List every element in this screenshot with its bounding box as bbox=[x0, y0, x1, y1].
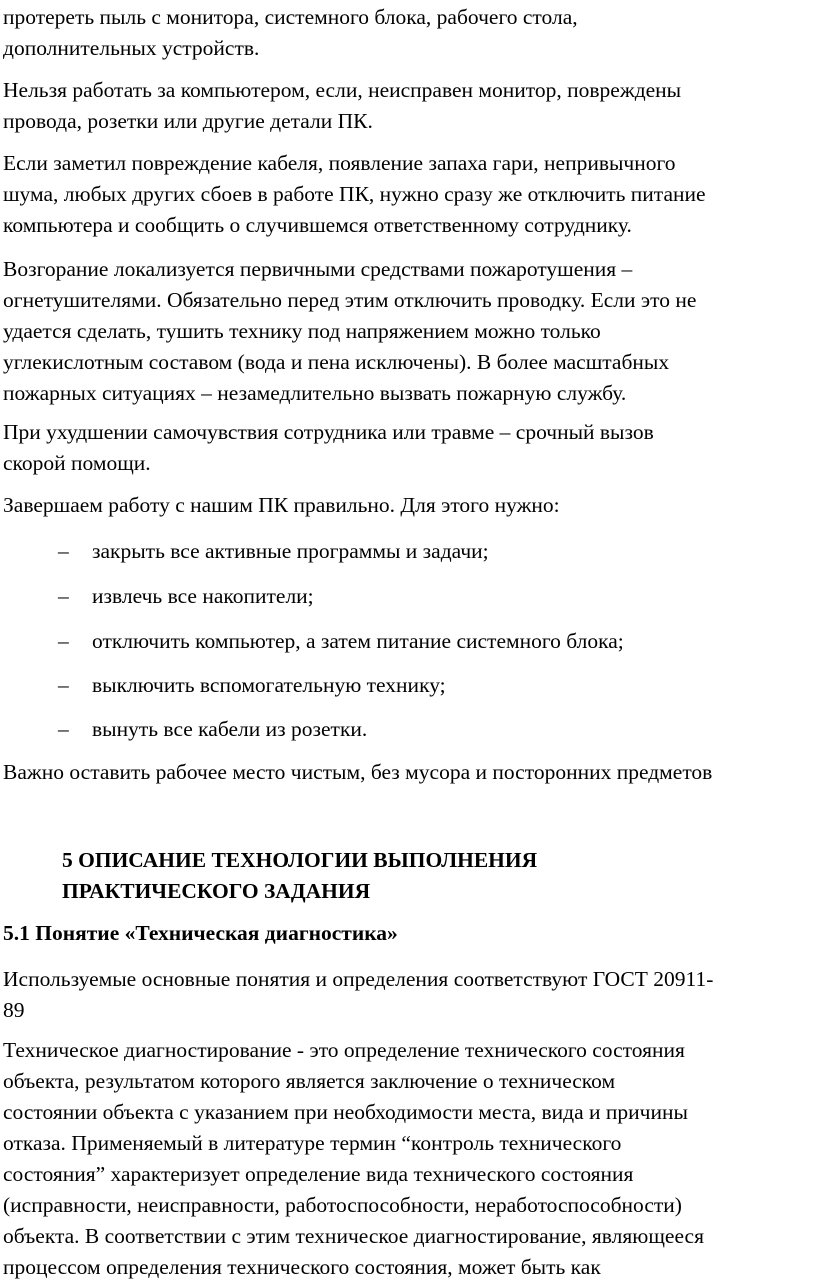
list-bullet: – bbox=[58, 584, 69, 608]
list-item-text: извлечь все накопители; bbox=[92, 584, 314, 608]
subsection-heading: 5.1 Понятие «Техническая диагностика» bbox=[3, 921, 398, 945]
list-bullet: – bbox=[58, 717, 69, 741]
list-bullet: – bbox=[58, 673, 69, 697]
paragraph-gost: Используемые основные понятия и определения соответствуют ГОСТ 20911- 89 bbox=[3, 967, 714, 1022]
list-item-text: вынуть все кабели из розетки. bbox=[92, 717, 368, 741]
paragraph-clean-workplace: Важно оставить рабочее место чистым, без мусора и посторонних предметов bbox=[3, 760, 713, 784]
list-bullet: – bbox=[58, 539, 69, 563]
list-item-text: отключить компьютер, а затем питание системного блока; bbox=[92, 629, 624, 653]
paragraph-fire: Возгорание локализуется первичными средствами пожаротушения – огнетушителями. Обязательно перед этим отключить проводку. Если это не удается сделать, тушить технику под напряжением можно только углекислотным составом (вода и пена исключены). В более масштабных пожарных ситуациях – незамедлительно вызвать пожарную службу. bbox=[3, 257, 697, 405]
paragraph-shutdown-intro: Завершаем работу с нашим ПК правильно. Для этого нужно: bbox=[3, 493, 560, 517]
paragraph-dust: протереть пыль с монитора, системного блока, рабочего стола, дополнительных устройств. bbox=[3, 5, 578, 60]
paragraph-diagnostics-definition: Техническое диагностирование - это определение технического состояния объекта, результатом которого является заключение о техническом состоянии объекта с указанием при необходимости места, вида и причины отказа. Применяемый в литературе термин “контроль технического состояния” характеризует определение вида технического состояния (исправности, неисправности, работоспособности, неработоспособности) объекта. В соответствии с этим техническое диагностирование, являющееся процессом определения технического состояния, может быть как bbox=[3, 1038, 704, 1279]
paragraph-cable-damage: Если заметил повреждение кабеля, появление запаха гари, непривычного шума, любых других сбоев в работе ПК, нужно сразу же отключить питание компьютера и сообщить о случившемся ответственному сотруднику. bbox=[3, 151, 706, 237]
paragraph-do-not-work: Нельзя работать за компьютером, если, неисправен монитор, повреждены провода, розетки или другие детали ПК. bbox=[3, 78, 682, 133]
list-item-text: выключить вспомогательную технику; bbox=[92, 673, 446, 697]
paragraph-health: При ухудшении самочувствия сотрудника или травме – срочный вызов скорой помощи. bbox=[3, 420, 654, 475]
list-item-text: закрыть все активные программы и задачи; bbox=[92, 539, 489, 563]
section-heading: 5 ОПИСАНИЕ ТЕХНОЛОГИИ ВЫПОЛНЕНИЯ ПРАКТИЧЕСКОГО ЗАДАНИЯ bbox=[62, 848, 538, 903]
list-bullet: – bbox=[58, 629, 69, 653]
